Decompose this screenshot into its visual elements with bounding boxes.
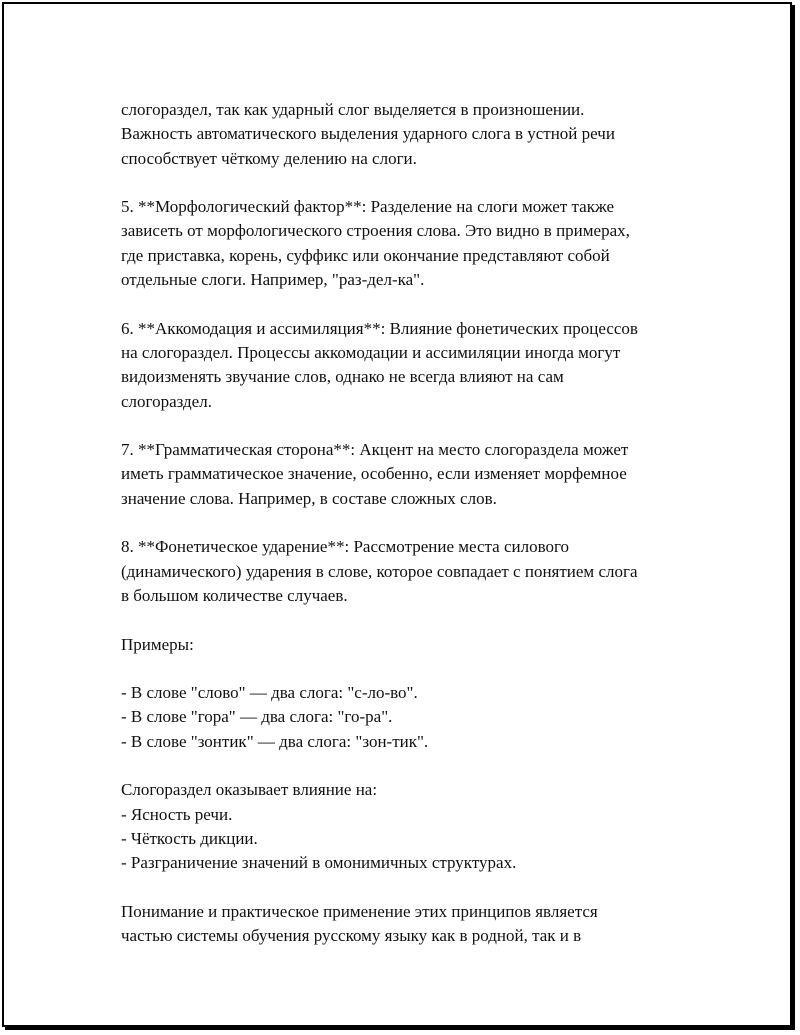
examples-heading [121, 633, 721, 657]
text-line: на слогораздел. Процессы аккомодации и ассимиляции иногда могут [121, 342, 621, 362]
text-line: Понимание и практическое применение этих принципов является [121, 901, 598, 921]
text-line: способствует чёткому делению на слоги. [121, 148, 417, 168]
document-page [2, 2, 792, 1027]
text-line: в большом количестве случаев. [121, 585, 348, 605]
influence-list [121, 778, 721, 875]
paragraph-gap [121, 292, 721, 316]
text-line: 6. **Аккомодация и ассимиляция**: Влияние фонетических процессов [121, 318, 638, 338]
list-item: - Чёткость дикции. [121, 828, 258, 848]
text-line: слогораздел, так как ударный слог выделяется в произношении. [121, 100, 585, 119]
list-item: - Ясность речи. [121, 804, 233, 824]
list-item: - В слове "гора" — два слога: "го-ра". [121, 707, 393, 727]
text-line: Слогораздел оказывает влияние на: [121, 780, 378, 800]
paragraph-gap [121, 657, 721, 681]
text-line: (динамического) ударения в слове, которое совпадает с понятием слога [121, 561, 638, 581]
text-line: слогораздел. [121, 391, 212, 411]
paragraph-gap [121, 876, 721, 900]
text-line: где приставка, корень, суффикс или окончание представляют собой [121, 245, 610, 265]
text-line: видоизменять звучание слов, однако не всегда влияют на сам [121, 367, 564, 387]
text-line: частью системы обучения русскому языку как в родной, так и в [121, 926, 582, 946]
examples-list [121, 681, 721, 754]
text-line: 7. **Грамматическая сторона**: Акцент на место слогораздела может [121, 440, 629, 460]
text-line: Примеры: [121, 634, 194, 654]
paragraph-gap [121, 608, 721, 632]
paragraph-gap [121, 754, 721, 778]
list-item-morphological-factor [121, 195, 721, 292]
list-item-accommodation-assimilation [121, 317, 721, 414]
list-item-grammatical-side [121, 438, 721, 511]
text-line: иметь грамматическое значение, особенно, если изменяет морфемное [121, 464, 627, 484]
list-item: - В слове "слово" — два слога: "с-ло-во". [121, 683, 418, 703]
list-item: - В слове "зонтик" — два слога: "зон-тик". [121, 731, 429, 751]
conclusion-paragraph [121, 900, 721, 949]
text-line: зависеть от морфологического строения слова. Это видно в примерах, [121, 221, 630, 241]
text-line: отдельные слоги. Например, "раз-дел-ка". [121, 270, 425, 290]
paragraph-gap [121, 511, 721, 535]
paragraph-gap [121, 414, 721, 438]
list-item-phonetic-stress [121, 535, 721, 608]
list-item: - Разграничение значений в омонимичных структурах. [121, 853, 517, 873]
paragraph-gap [121, 171, 721, 195]
document-body [121, 98, 721, 948]
text-line: значение слова. Например, в составе сложных слов. [121, 488, 497, 508]
text-line: Важность автоматического выделения ударного слога в устной речи [121, 124, 615, 144]
text-line: 5. **Морфологический фактор**: Разделение на слоги может также [121, 197, 615, 217]
paragraph-syllable-stress [121, 98, 721, 171]
text-line: 8. **Фонетическое ударение**: Рассмотрение места силового [121, 537, 570, 557]
